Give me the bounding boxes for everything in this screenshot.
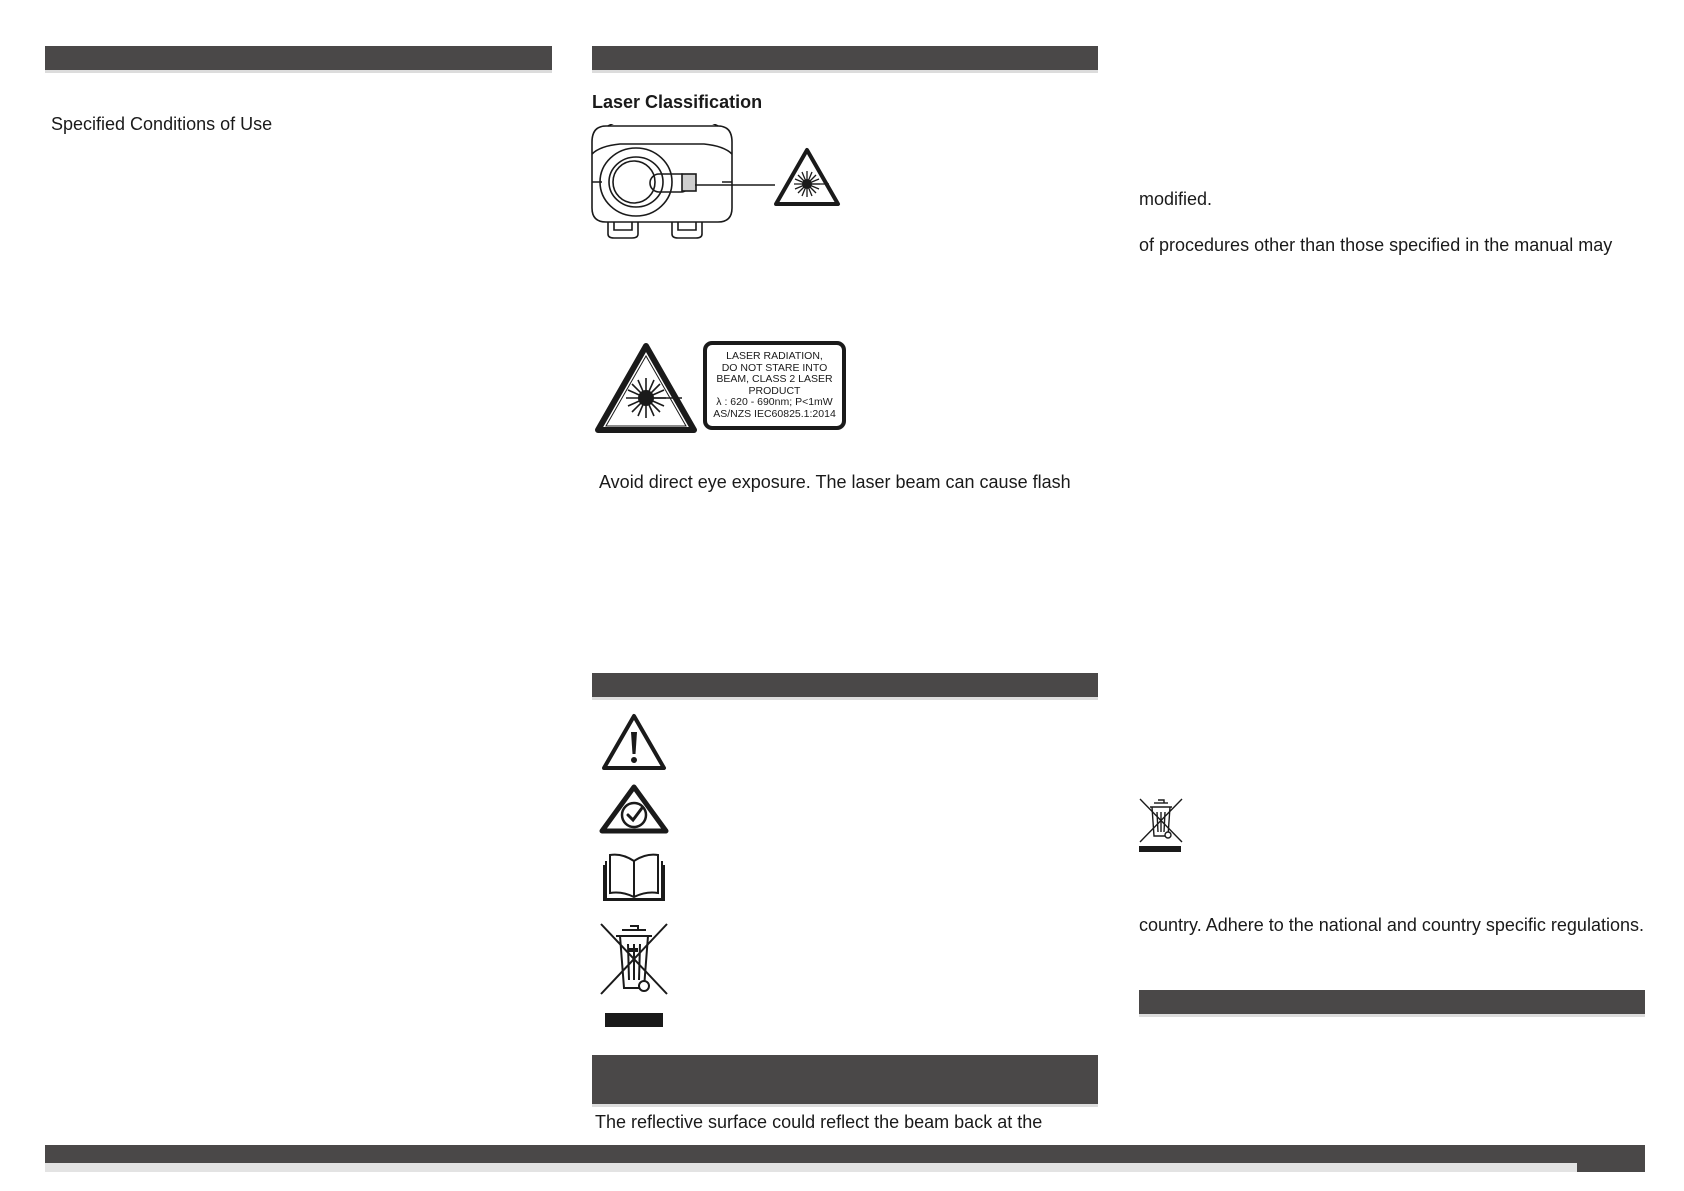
reflective-surface-text: The reflective surface could reflect the beam back at the	[595, 1112, 1043, 1132]
caution-icon	[600, 712, 668, 772]
footer-bar	[45, 1145, 1645, 1163]
laser-label-line: AS/NZS IEC60825.1:2014	[713, 407, 836, 420]
country-regulations-text: country. Adhere to the national and country specific regulations.	[1139, 915, 1644, 935]
procedures-text: of procedures other than those specified in the manual may	[1139, 235, 1613, 255]
laser-label-line: λ : 620 - 690nm; P<1mW	[716, 396, 833, 408]
modified-text: modified.	[1139, 189, 1213, 209]
section-header-bar	[45, 46, 552, 70]
laser-label-line: PRODUCT	[748, 384, 801, 397]
specified-conditions-text: Specified Conditions of Use	[51, 114, 273, 134]
section-header-rule	[1139, 1014, 1645, 1017]
rcm-compliance-icon	[598, 783, 670, 835]
laser-warning-icon	[773, 147, 841, 207]
section-header-bar	[592, 1055, 1098, 1104]
laser-label-line: LASER RADIATION,	[726, 350, 823, 362]
laser-classification-heading: Laser Classification	[592, 92, 763, 112]
laser-label-line: BEAM, CLASS 2 LASER	[716, 373, 833, 385]
read-manual-icon	[602, 851, 666, 901]
section-header-rule	[45, 70, 552, 73]
laser-radiation-label	[703, 341, 846, 430]
section-header-bar	[592, 673, 1098, 697]
weee-bin-icon	[1138, 798, 1184, 854]
laser-warning-icon	[594, 342, 698, 434]
section-header-rule	[592, 697, 1098, 700]
avoid-exposure-text: Avoid direct eye exposure. The laser beam can cause flash	[599, 472, 1071, 492]
section-header-bar	[592, 46, 1098, 70]
section-header-rule	[592, 70, 1098, 73]
page-number-box	[1577, 1160, 1645, 1172]
section-header-rule	[592, 1104, 1098, 1107]
footer-rule	[45, 1163, 1577, 1172]
pointer-line	[695, 183, 775, 187]
weee-bin-icon	[598, 922, 670, 1028]
laser-label-line: DO NOT STARE INTO	[721, 361, 828, 374]
section-header-bar	[1139, 990, 1645, 1014]
